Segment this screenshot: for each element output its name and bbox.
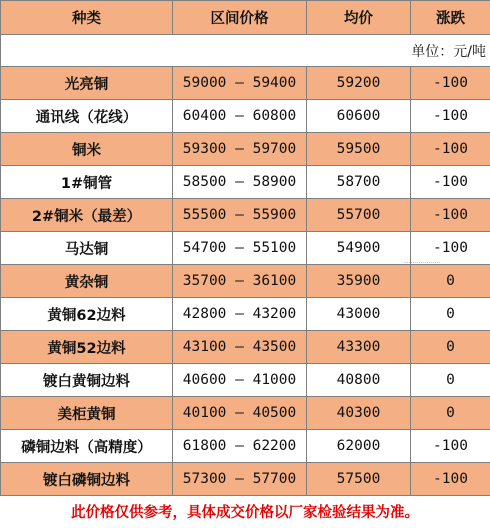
price-change-cell: -100 bbox=[411, 463, 490, 496]
price-change-cell: 0 bbox=[411, 397, 490, 430]
average-price-cell: 54900 bbox=[307, 232, 411, 265]
price-range-cell: 55500 — 55900 bbox=[173, 199, 307, 232]
table-row bbox=[1, 430, 490, 463]
price-range-cell: 58500 — 58900 bbox=[173, 166, 307, 199]
table-row bbox=[1, 364, 490, 397]
average-price-cell: 59500 bbox=[307, 133, 411, 166]
header-row bbox=[1, 1, 490, 35]
material-name-cell: 光亮铜 bbox=[1, 67, 173, 100]
average-price-cell: 62000 bbox=[307, 430, 411, 463]
table-row bbox=[1, 463, 490, 496]
price-range-cell: 57300 — 57700 bbox=[173, 463, 307, 496]
average-price-cell: 55700 bbox=[307, 199, 411, 232]
price-change-cell: -100 bbox=[411, 199, 490, 232]
price-change-cell: -100 bbox=[411, 100, 490, 133]
material-name-cell: 黄铜52边料 bbox=[1, 331, 173, 364]
average-price-cell: 60600 bbox=[307, 100, 411, 133]
header-change: 涨跌 bbox=[411, 1, 490, 35]
table-row bbox=[1, 133, 490, 166]
average-price-cell: 43300 bbox=[307, 331, 411, 364]
material-name-cell: 马达铜 bbox=[1, 232, 173, 265]
price-change-cell: -100 bbox=[411, 430, 490, 463]
price-range-cell: 35700 — 36100 bbox=[173, 265, 307, 298]
price-range-cell: 42800 — 43200 bbox=[173, 298, 307, 331]
price-change-cell: 0 bbox=[411, 331, 490, 364]
material-name-cell: 黄铜62边料 bbox=[1, 298, 173, 331]
unit-row bbox=[1, 35, 490, 67]
material-name-cell: 通讯线（花线） bbox=[1, 100, 173, 133]
header-price-range: 区间价格 bbox=[173, 1, 307, 35]
material-name-cell: 磷铜边料（高精度） bbox=[1, 430, 173, 463]
table-row bbox=[1, 265, 490, 298]
material-name-cell: 2#铜米（最差） bbox=[1, 199, 173, 232]
average-price-cell: 59200 bbox=[307, 67, 411, 100]
price-range-cell: 40100 — 40500 bbox=[173, 397, 307, 430]
price-range-cell: 54700 — 55100 bbox=[173, 232, 307, 265]
price-change-cell: 0 bbox=[411, 298, 490, 331]
material-name-cell: 镀白磷铜边料 bbox=[1, 463, 173, 496]
average-price-cell: 40300 bbox=[307, 397, 411, 430]
average-price-cell: 40800 bbox=[307, 364, 411, 397]
table-row bbox=[1, 298, 490, 331]
header-category: 种类 bbox=[1, 1, 173, 35]
table-row bbox=[1, 199, 490, 232]
price-range-cell: 59300 — 59700 bbox=[173, 133, 307, 166]
header-average-price: 均价 bbox=[307, 1, 411, 35]
price-change-cell: -100 bbox=[411, 67, 490, 100]
price-range-cell: 59000 — 59400 bbox=[173, 67, 307, 100]
average-price-cell: 58700 bbox=[307, 166, 411, 199]
price-range-cell: 60400 — 60800 bbox=[173, 100, 307, 133]
table-row bbox=[1, 232, 490, 265]
price-range-cell: 40600 — 41000 bbox=[173, 364, 307, 397]
material-name-cell: 黄杂铜 bbox=[1, 265, 173, 298]
material-name-cell: 镀白黄铜边料 bbox=[1, 364, 173, 397]
table-row bbox=[1, 397, 490, 430]
average-price-cell: 43000 bbox=[307, 298, 411, 331]
unit-label: 单位：元/吨 bbox=[1, 35, 490, 67]
average-price-cell: 35900 bbox=[307, 265, 411, 298]
disclaimer-footnote: 此价格仅供参考，具体成交价格以厂家检验结果为准。 bbox=[0, 498, 490, 528]
price-change-cell: 0 bbox=[411, 265, 490, 298]
price-change-cell: -100 bbox=[411, 133, 490, 166]
price-change-cell: -100 bbox=[411, 232, 490, 265]
table-row bbox=[1, 67, 490, 100]
table-row bbox=[1, 100, 490, 133]
material-name-cell: 美柜黄铜 bbox=[1, 397, 173, 430]
average-price-cell: 57500 bbox=[307, 463, 411, 496]
price-range-cell: 43100 — 43500 bbox=[173, 331, 307, 364]
price-change-cell: 0 bbox=[411, 364, 490, 397]
material-name-cell: 1#铜管 bbox=[1, 166, 173, 199]
price-range-cell: 61800 — 62200 bbox=[173, 430, 307, 463]
material-name-cell: 铜米 bbox=[1, 133, 173, 166]
price-change-cell: -100 bbox=[411, 166, 490, 199]
table-row bbox=[1, 331, 490, 364]
watermark-mark bbox=[404, 262, 440, 269]
table-row bbox=[1, 166, 490, 199]
